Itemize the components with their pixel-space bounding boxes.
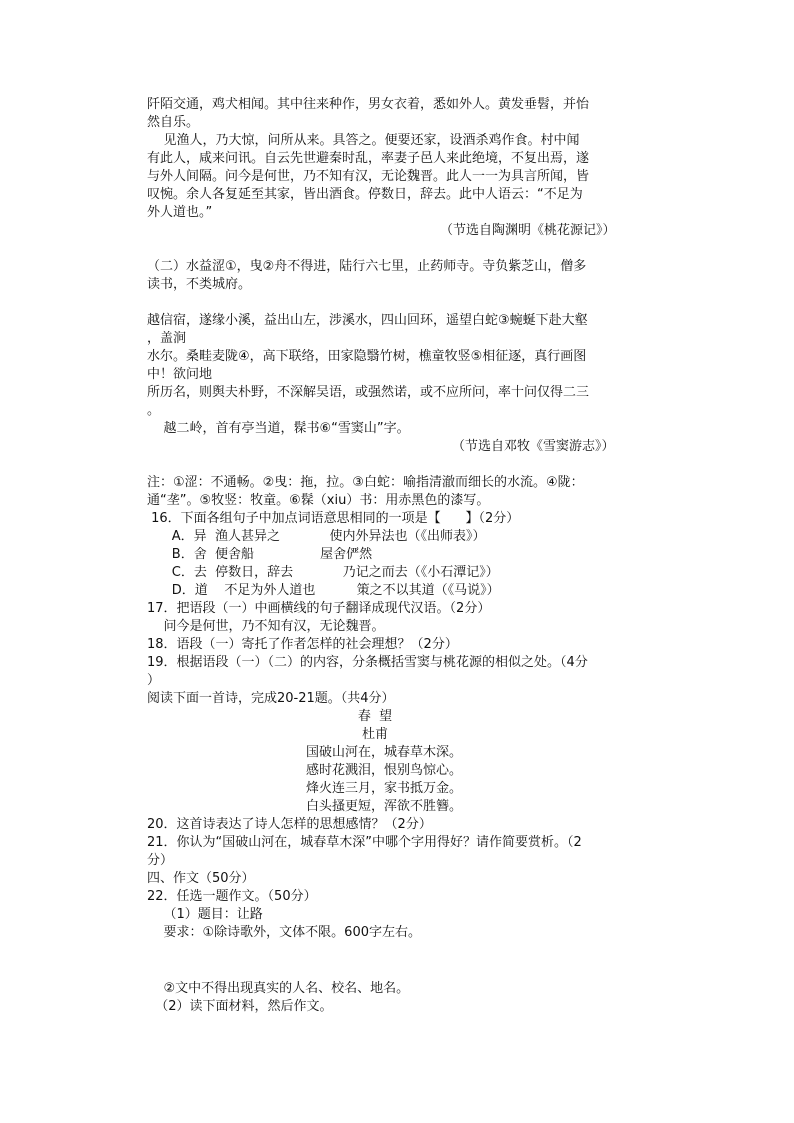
q16-option-b: B．舍 便舍船 屋舍俨然 <box>147 547 373 562</box>
poem-line: 国破山河在，城春草木深。 <box>306 745 463 760</box>
passage1-line: 外人道也。” <box>147 205 213 220</box>
passage2-source: （节选自邓牧《雪窦游志》） <box>452 439 615 454</box>
passage2-line: 所历名，则舆夫朴野，不深解吴语，或强然诺，或不应所问，率十问仅得二三 <box>147 385 590 400</box>
q22-topic1-title: （1）题目：让路 <box>147 907 263 922</box>
notes-line: 通“垄”。⑤牧竖：牧童。⑥髹（xiu）书：用赤黑色的漆写。 <box>147 493 490 508</box>
passage1-line: 叹惋。余人各复延至其家，皆出酒食。停数日，辞去。此中人语云：“不足为 <box>147 187 583 202</box>
q21-stem: 21．你认为“国破山河在，城春草木深”中哪个字用得好？请作简要赏析。（2 <box>147 835 582 850</box>
poem-title: 春 望 <box>357 709 393 724</box>
passage2-line: ，盖涧 <box>147 331 187 346</box>
poem-line: 感时花溅泪，恨别鸟惊心。 <box>306 763 463 778</box>
passage1-line: 见渔人，乃大惊，问所从来。具答之。便要还家，设酒杀鸡作食。村中闻 <box>147 133 580 148</box>
q16-option-c: C．去 停数日，辞去 乃记之而去（《小石潭记》） <box>147 565 499 580</box>
passage1-line: 阡陌交通，鸡犬相闻。其中往来种作，男女衣着，悉如外人。黄发垂髫，并怡 <box>147 97 590 112</box>
q22-stem: 22．任选一题作文。（50分） <box>147 889 317 904</box>
q19-stem-cont: ） <box>147 673 161 688</box>
passage2-line: 。 <box>147 403 161 418</box>
poem-author: 杜甫 <box>361 727 388 742</box>
q17-stem: 17．把语段（一）中画横线的句子翻译成现代汉语。（2分） <box>147 601 491 616</box>
poem-line: 烽火连三月，家书抵万金。 <box>306 781 463 796</box>
poem-line: 白头搔更短，浑欲不胜簪。 <box>306 799 463 814</box>
section-heading: 四、作文（50分） <box>147 871 255 886</box>
passage2-line: （二）水益涩①，曳②舟不得进，陆行六七里，止药师寺。寺负紫芝山，僧多 <box>147 259 587 274</box>
passage1-line: 与外人间隔。问今是何世，乃不知有汉，无论魏晋。此人一一为具言所闻，皆 <box>147 169 590 184</box>
q16-option-d: D．道 不足为外人道也 策之不以其道（《马说》） <box>147 583 500 598</box>
q22-topic2: （2）读下面材料，然后作文。 <box>147 999 333 1014</box>
q22-topic1-requirement: 要求：①除诗歌外，文体不限。600字左右。 <box>147 925 421 940</box>
passage2-line: 读书，不类城府。 <box>147 277 252 292</box>
q18-stem: 18．语段（一）寄托了作者怎样的社会理想？（2分） <box>147 637 458 652</box>
passage2-line: 越信宿，遂缘小溪，益出山左，涉溪水，四山回环，遥望白蛇③蜿蜒下赴大壑 <box>147 313 588 328</box>
q22-topic1-requirement-2: ②文中不得出现真实的人名、校名、地名。 <box>147 981 410 996</box>
passage1-source: （节选自陶渊明《桃花源记》） <box>440 223 616 238</box>
passage1-line: 然自乐。 <box>147 115 200 130</box>
q16-stem: 16．下面各组句子中加点词语意思相同的一项是【 】（2分） <box>147 511 520 526</box>
notes-line: 注：①涩：不通畅。②曳：拖，拉。③白蛇：喻指清澈而细长的水流。④陇： <box>147 475 584 490</box>
passage2-line: 水尔。桑畦麦陇④，高下联络，田家隐翳竹树，樵童牧竖⑤相征逐，真行画图 <box>147 349 587 364</box>
poem-intro: 阅读下面一首诗，完成20-21题。（共4分） <box>147 691 395 706</box>
q19-stem: 19．根据语段（一）（二）的内容，分条概括雪窦与桃花源的相似之处。（4分 <box>147 655 588 670</box>
q17-sentence: 问今是何世，乃不知有汉，无论魏晋。 <box>147 619 385 634</box>
passage1-line: 有此人，咸来问讯。自云先世避秦时乱，率妻子邑人来此绝境，不复出焉，遂 <box>147 151 590 166</box>
q16-option-a: A．异 渔人甚异之 使内外异法也（《出师表》） <box>147 529 486 544</box>
passage2-line: 中！欲问地 <box>147 367 213 382</box>
q21-stem-cont: 分） <box>147 853 174 868</box>
passage2-line: 越二岭，首有亭当道，髹书⑥“雪窦山”字。 <box>147 421 410 436</box>
q20-stem: 20．这首诗表达了诗人怎样的思想感情？（2分） <box>147 817 432 832</box>
